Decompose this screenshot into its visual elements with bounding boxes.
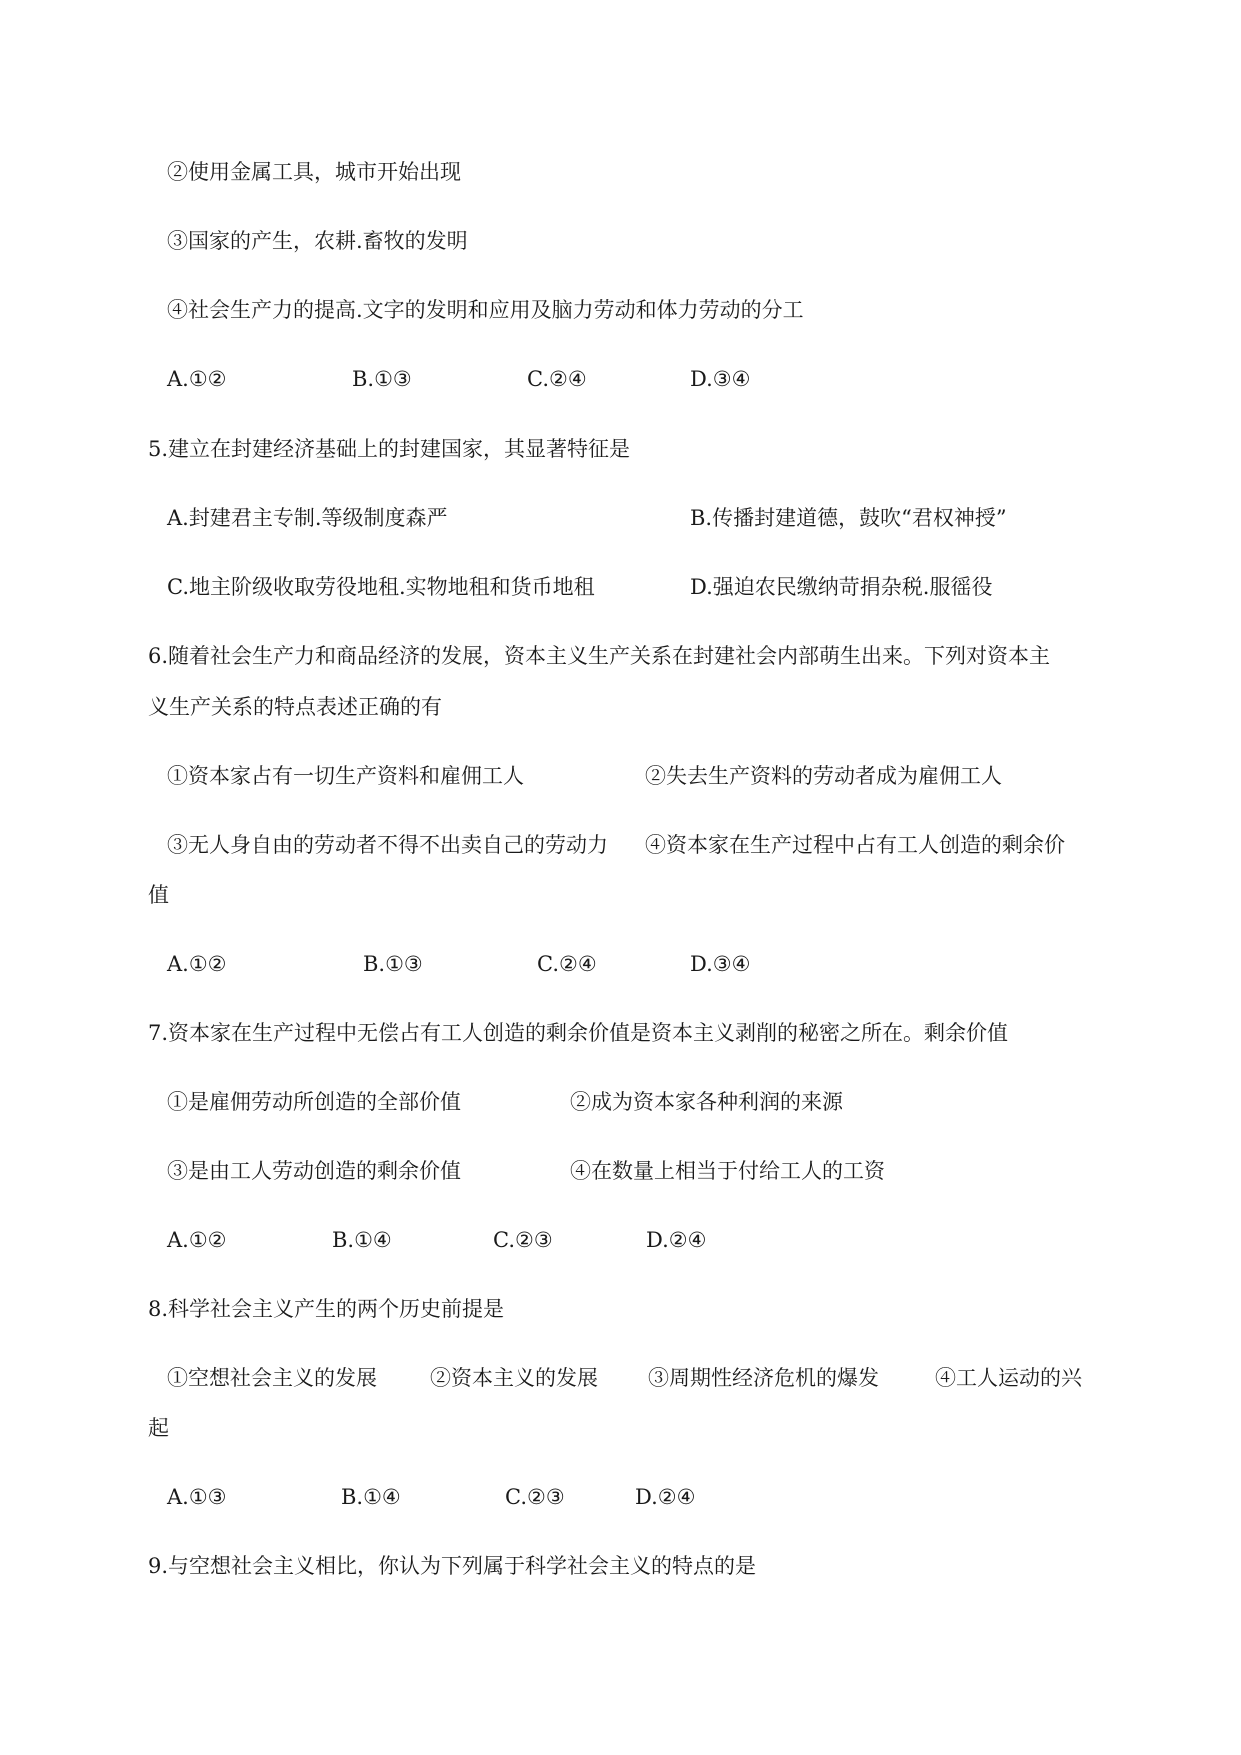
q4-answer-b: B.①③ bbox=[352, 367, 412, 391]
q8-option-3: ③周期性经济危机的爆发 bbox=[648, 1366, 879, 1390]
q4-answer-c: C.②④ bbox=[527, 367, 587, 391]
q7-answer-a: A.①② bbox=[167, 1228, 227, 1252]
q5-choice-c: C.地主阶级收取劳役地租.实物地租和货币地租 bbox=[167, 575, 595, 599]
q4-option-2: ②使用金属工具，城市开始出现 bbox=[167, 160, 461, 184]
q8-option-4: ④工人运动的兴 bbox=[935, 1366, 1082, 1390]
q6-option-2: ②失去生产资料的劳动者成为雇佣工人 bbox=[645, 764, 1002, 788]
q7-answer-b: B.①④ bbox=[332, 1228, 392, 1252]
q5-choice-a: A.封建君主专制.等级制度森严 bbox=[167, 506, 448, 530]
q5-choice-b: B.传播封建道德，鼓吹“君权神授” bbox=[690, 506, 1007, 530]
q6-stem-line-2: 义生产关系的特点表述正确的有 bbox=[148, 695, 442, 719]
q6-answer-c: C.②④ bbox=[537, 952, 597, 976]
q7-option-4: ④在数量上相当于付给工人的工资 bbox=[570, 1159, 885, 1183]
q7-option-1: ①是雇佣劳动所创造的全部价值 bbox=[167, 1090, 461, 1114]
q6-answer-a: A.①② bbox=[167, 952, 227, 976]
q6-option-3: ③无人身自由的劳动者不得不出卖自己的劳动力 bbox=[167, 833, 608, 857]
q4-answer-d: D.③④ bbox=[690, 367, 751, 391]
q8-answer-d: D.②④ bbox=[635, 1485, 696, 1509]
q6-answer-d: D.③④ bbox=[690, 952, 751, 976]
q8-option-1: ①空想社会主义的发展 bbox=[167, 1366, 377, 1390]
q4-option-3: ③国家的产生，农耕.畜牧的发明 bbox=[167, 229, 468, 253]
q6-option-1: ①资本家占有一切生产资料和雇佣工人 bbox=[167, 764, 524, 788]
q6-stem-line-1: 6.随着社会生产力和商品经济的发展，资本主义生产关系在封建社会内部萌生出来。下列对资本主 bbox=[148, 644, 1051, 668]
q8-stem: 8.科学社会主义产生的两个历史前提是 bbox=[148, 1297, 505, 1321]
q8-answer-a: A.①③ bbox=[167, 1485, 227, 1509]
q7-answer-d: D.②④ bbox=[646, 1228, 707, 1252]
q8-option-2: ②资本主义的发展 bbox=[430, 1366, 598, 1390]
q4-option-4: ④社会生产力的提高.文字的发明和应用及脑力劳动和体力劳动的分工 bbox=[167, 298, 804, 322]
q8-option-4-cont: 起 bbox=[148, 1416, 169, 1440]
q7-option-2: ②成为资本家各种利润的来源 bbox=[570, 1090, 843, 1114]
q7-stem: 7.资本家在生产过程中无偿占有工人创造的剩余价值是资本主义剥削的秘密之所在。剩余价值 bbox=[148, 1021, 1009, 1045]
q5-choice-d: D.强迫农民缴纳苛捐杂税.服徭役 bbox=[690, 575, 993, 599]
q8-answer-b: B.①④ bbox=[341, 1485, 401, 1509]
q6-option-4-cont: 值 bbox=[148, 883, 169, 907]
q5-stem: 5.建立在封建经济基础上的封建国家，其显著特征是 bbox=[148, 437, 631, 461]
q6-option-4: ④资本家在生产过程中占有工人创造的剩余价 bbox=[645, 833, 1065, 857]
q7-option-3: ③是由工人劳动创造的剩余价值 bbox=[167, 1159, 461, 1183]
q7-answer-c: C.②③ bbox=[493, 1228, 553, 1252]
q9-stem: 9.与空想社会主义相比，你认为下列属于科学社会主义的特点的是 bbox=[148, 1554, 757, 1578]
q8-answer-c: C.②③ bbox=[505, 1485, 565, 1509]
q6-answer-b: B.①③ bbox=[363, 952, 423, 976]
q4-answer-a: A.①② bbox=[167, 367, 227, 391]
